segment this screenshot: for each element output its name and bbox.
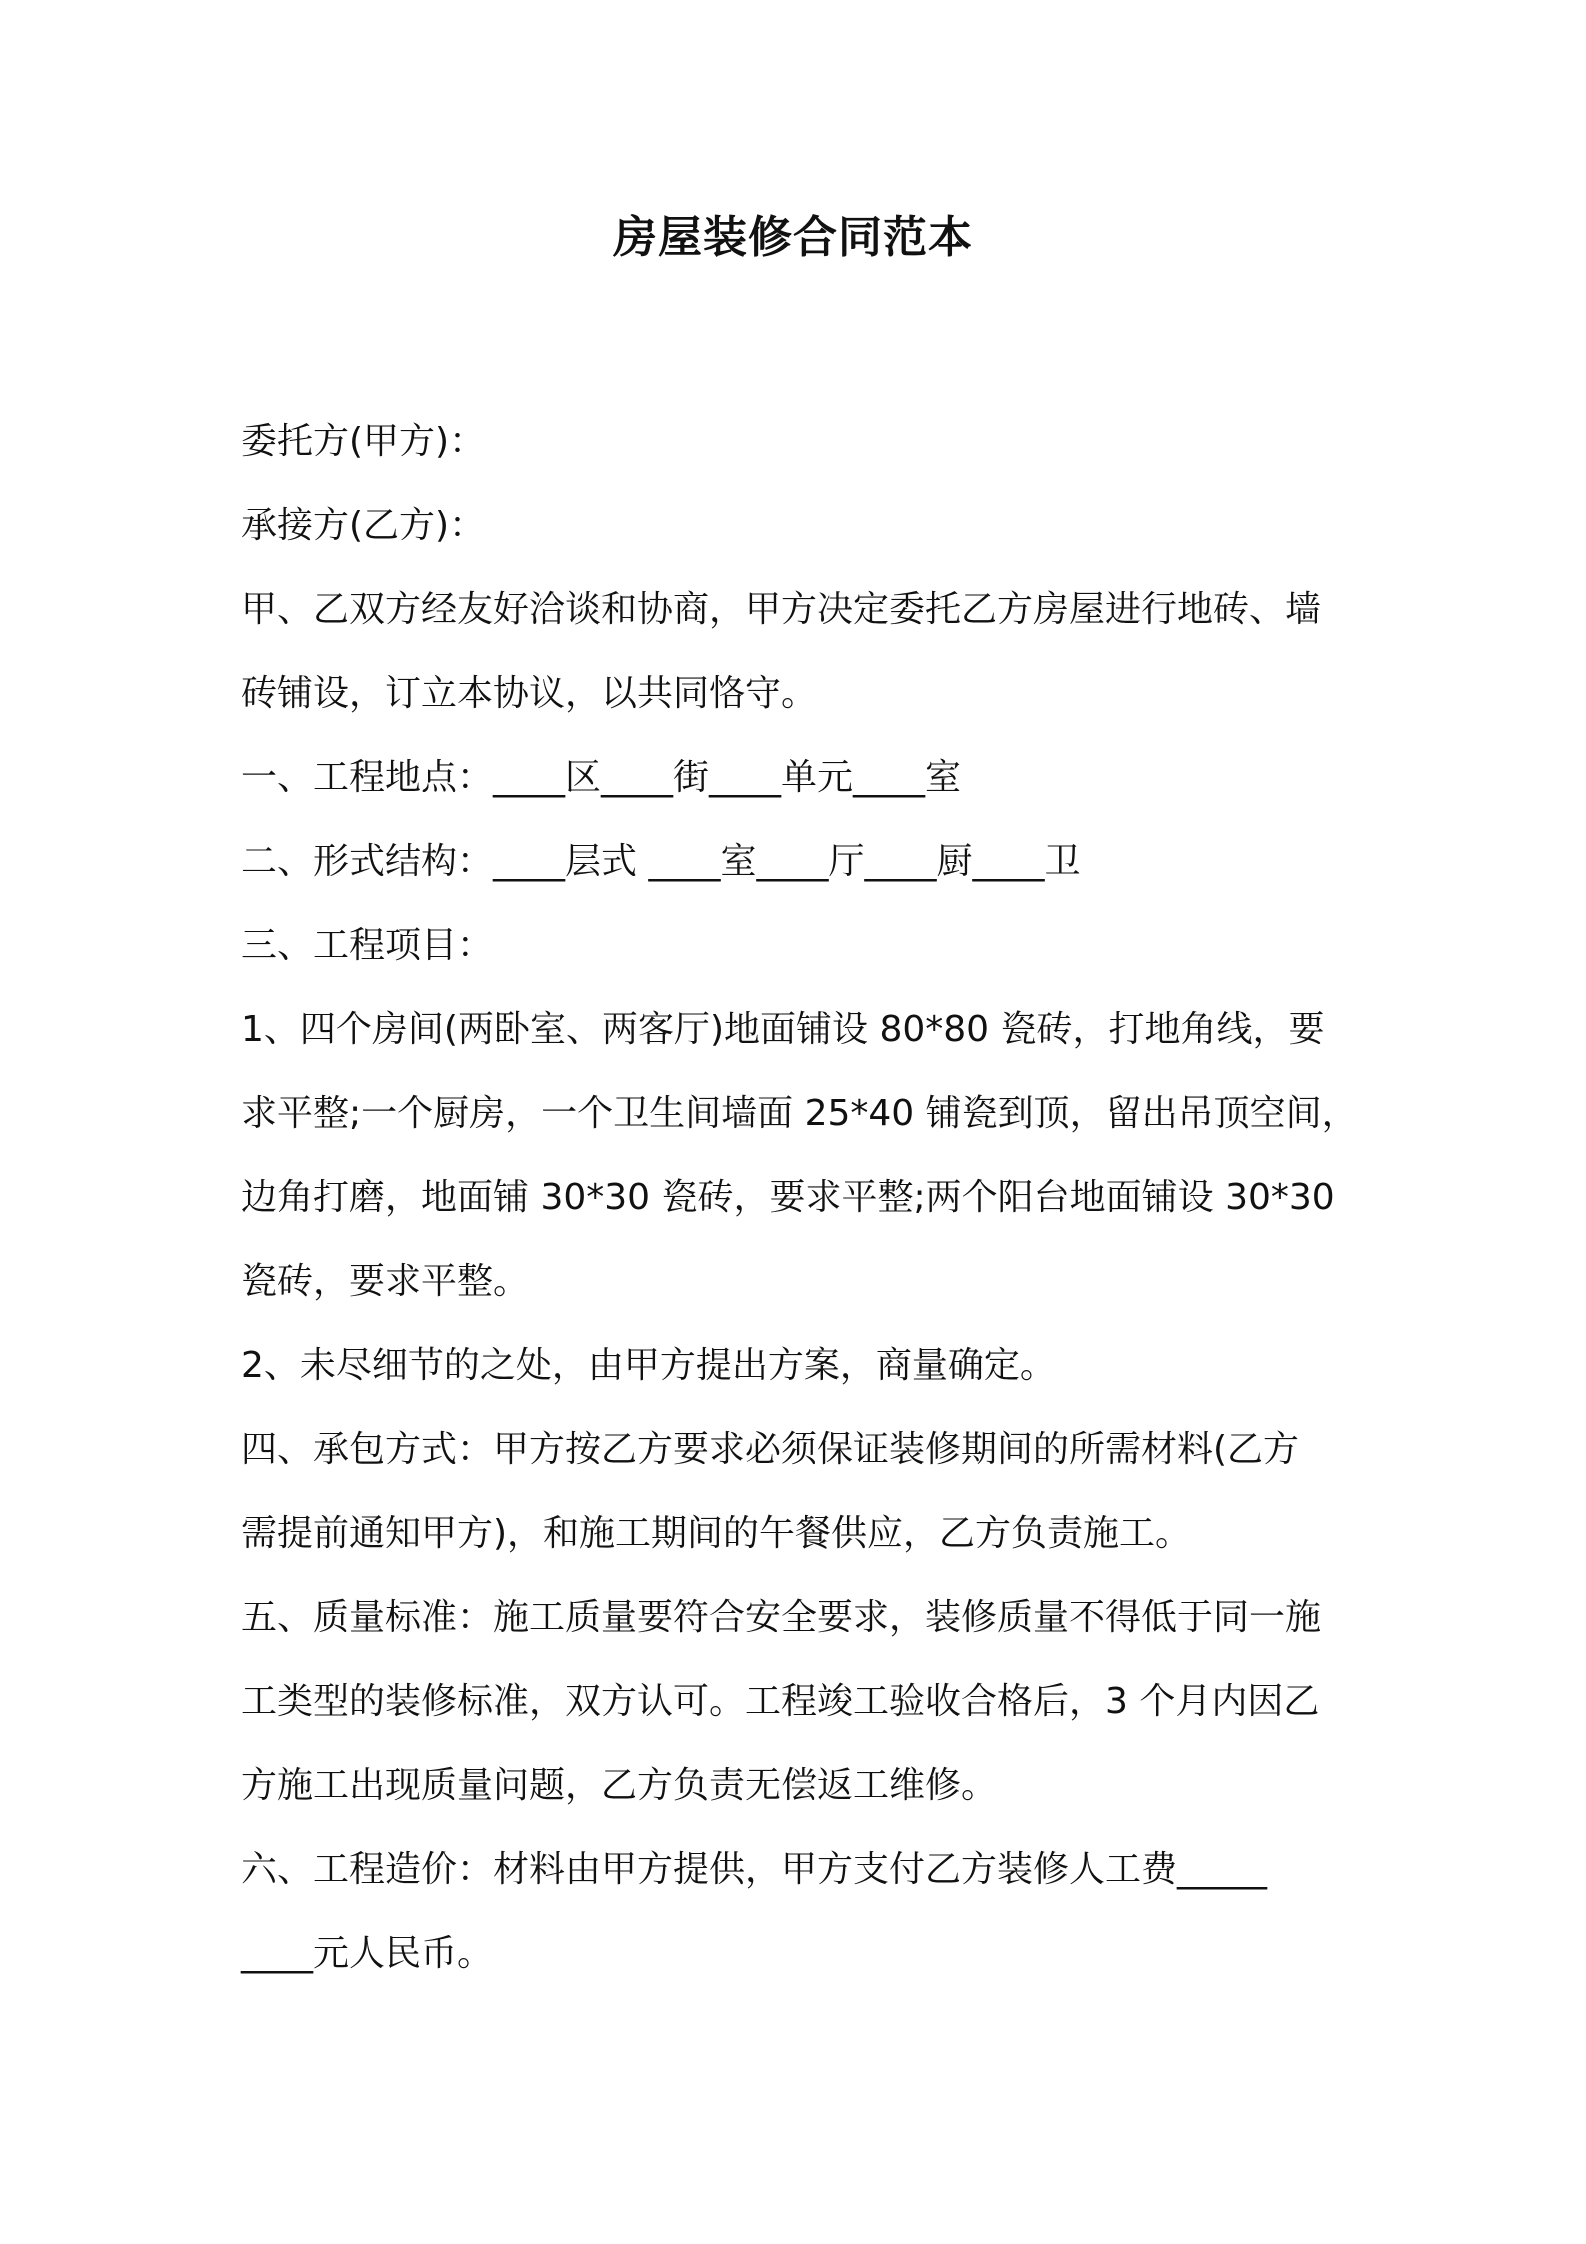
document-title: 房屋装修合同范本 <box>613 212 973 263</box>
item-1-line-4: 瓷砖，要求平整。 <box>241 1261 530 1302</box>
clause-4-line-1: 四、承包方式：甲方按乙方要求必须保证装修期间的所需材料(乙方 <box>241 1429 1300 1470</box>
party-b-line: 承接方(乙方)： <box>241 505 486 546</box>
item-2-line: 2、未尽细节的之处，由甲方提出方案，商量确定。 <box>241 1345 1056 1386</box>
preamble-line-1: 甲、乙双方经友好洽谈和协商，甲方决定委托乙方房屋进行地砖、墙 <box>241 589 1322 630</box>
item-1-line-1: 1、四个房间(两卧室、两客厅)地面铺设 80*80 瓷砖，打地角线，要 <box>241 1009 1325 1050</box>
clause-5-line-3: 方施工出现质量问题，乙方负责无偿返工维修。 <box>241 1765 998 1806</box>
item-1-line-2: 求平整;一个厨房，一个卫生间墙面 25*40 铺瓷到顶，留出吊顶空间， <box>241 1093 1358 1134</box>
clause-2-structure: 二、形式结构：____层式 ____室____厅____厨____卫 <box>241 841 1081 882</box>
clause-4-line-2: 需提前通知甲方)，和施工期间的午餐供应，乙方负责施工。 <box>241 1513 1192 1554</box>
document-body <box>241 400 1361 1996</box>
clause-1-location: 一、工程地点：____区____街____单元____室 <box>241 757 962 798</box>
clause-5-line-2: 工类型的装修标准，双方认可。工程竣工验收合格后，3 个月内因乙 <box>241 1681 1320 1722</box>
preamble-line-2: 砖铺设，订立本协议，以共同恪守。 <box>241 673 818 714</box>
item-1-line-3: 边角打磨，地面铺 30*30 瓷砖，要求平整;两个阳台地面铺设 30*30 <box>241 1177 1335 1218</box>
clause-5-line-1: 五、质量标准：施工质量要符合安全要求，装修质量不得低于同一施 <box>241 1597 1322 1638</box>
clause-3-heading: 三、工程项目： <box>241 925 494 966</box>
clause-6-line-2: ____元人民币。 <box>241 1933 494 1974</box>
clause-6-line-1: 六、工程造价：材料由甲方提供，甲方支付乙方装修人工费_____ <box>241 1849 1268 1890</box>
party-a-line: 委托方(甲方)： <box>241 421 486 462</box>
